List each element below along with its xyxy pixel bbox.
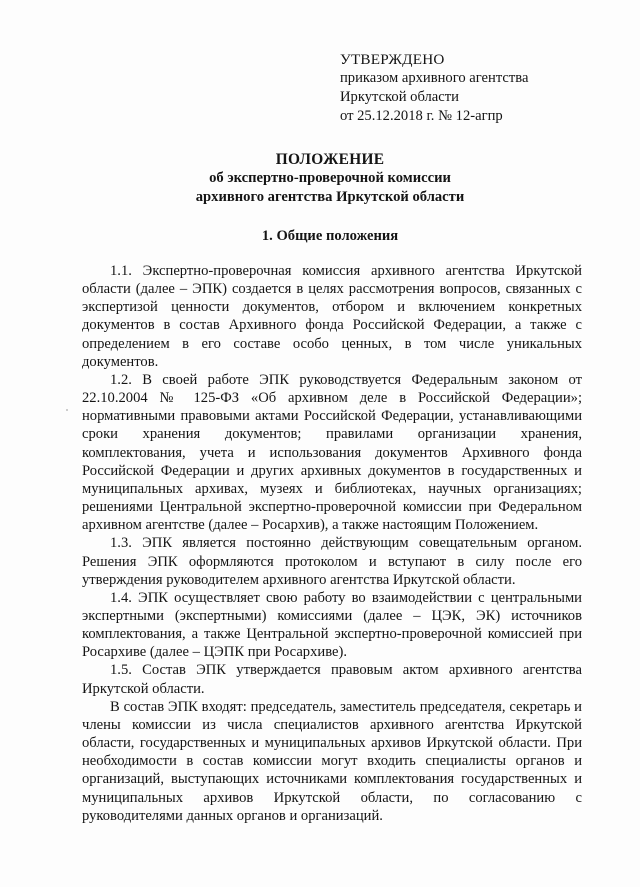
scan-speck: [66, 409, 68, 411]
paragraph-1-1: 1.1. Экспертно-проверочная комиссия архивного агентства Иркутской области (далее – ЭПК) создается в целях рассмотрения вопросов, связанных с экспертизой ценности документов, отбором и включением конкретных документов в состав Архивного фонда Российской Федерации, а также с определением в его составе особо ценных, в том числе уникальных документов.: [82, 263, 582, 370]
document-title-main: ПОЛОЖЕНИЕ: [275, 151, 385, 168]
document-title-subtitle-1: об экспертно-проверочной комиссии: [209, 170, 451, 186]
document-title-subtitle-2: архивного агентства Иркутской области: [195, 189, 465, 205]
paragraph-1-3: 1.3. ЭПК является постоянно действующим совещательным органом. Решения ЭПК оформляются протоколом и вступают в силу после его утверждения руководителем архивного агентства Иркутской области.: [82, 535, 582, 588]
approval-region-line: Иркутской области: [340, 89, 459, 105]
approval-date-number-line: от 25.12.2018 г. № 12-агпр: [340, 108, 503, 124]
paragraph-1-2: 1.2. В своей работе ЭПК руководствуется Федеральным законом от 22.10.2004 № 125-ФЗ «Об архивном деле в Российской Федерации»; нормативными правовыми актами Российской Федерации, устанавливающими сроки хранения документов; правилами организации хранения, комплектования, учета и использования документов Архивного фонда Российской Федерации и других архивных документов в государственных и муниципальных архивах, музеях и библиотеках, научных организациях; решениями Центральной экспертно-проверочной комиссии при Федеральном архивном агентстве (далее – Росархив), а также настоящим Положением.: [82, 371, 582, 534]
document-title: [80, 150, 580, 207]
paragraph-1-4: 1.4. ЭПК осуществляет свою работу во взаимодействии с центральными экспертными (экспертными) комиссиями (далее – ЦЭК, ЭК) источников комплектования, а также Центральной экспертно-проверочной комиссией при Росархиве (далее – ЦЭПК при Росархиве).: [82, 589, 582, 661]
approval-order-line: приказом архивного агентства: [340, 70, 529, 86]
paragraph-1-5: 1.5. Состав ЭПК утверждается правовым актом архивного агентства Иркутской области.: [82, 662, 582, 697]
section-heading: 1. Общие положения: [261, 228, 399, 244]
document-body: [82, 262, 582, 825]
approval-heading: УТВЕРЖДЕНО: [340, 51, 445, 68]
approval-stamp-block: [340, 50, 528, 126]
paragraph-commission-members: В состав ЭПК входят: председатель, заместитель председателя, секретарь и члены комиссии из числа специалистов архивного агентства Иркутской области, государственных и муниципальных архивов Иркутской области. При необходимости в состав комиссии могут входить специалисты органов и организаций, выступающих источниками комплектования государственных и муниципальных архивов Иркутской области, по согласованию с руководителями данных органов и организаций.: [82, 698, 582, 824]
